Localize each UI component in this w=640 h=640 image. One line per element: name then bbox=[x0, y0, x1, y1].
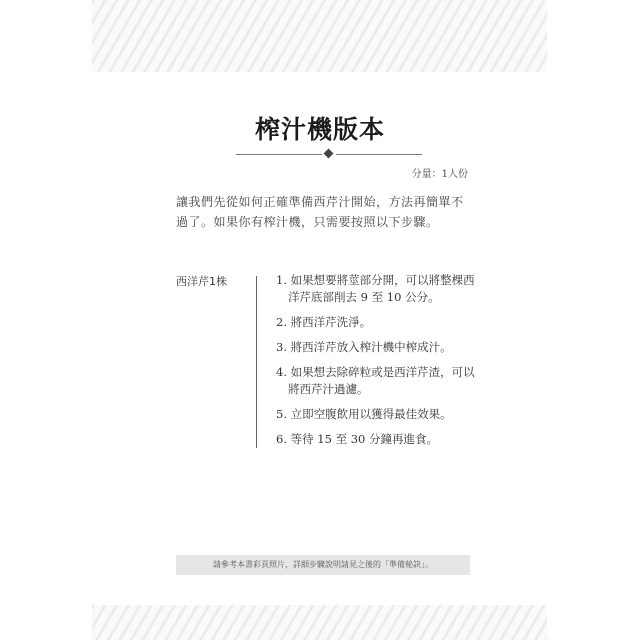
footer-note: 請參考本書彩頁照片，詳細步驟說明請見之後的「準備秘訣」。 bbox=[213, 560, 433, 569]
intro-paragraph: 讓我們先從如何正確準備西芹汁開始，方法再簡單不過了。如果你有榨汁機，只需要按照以下步驟。 bbox=[176, 195, 464, 229]
step-item: 6. 等待 15 至 30 分鐘再進食。 bbox=[276, 432, 439, 446]
step-item: 5. 立即空腹飲用以獲得最佳效果。 bbox=[276, 407, 452, 421]
step-item: 1. 如果想要將莖部分開，可以將整棵西洋芹底部削去 9 至 10 公分。 bbox=[276, 273, 475, 304]
title-divider bbox=[236, 148, 422, 160]
divider-line-right bbox=[336, 154, 422, 155]
serving-size: 分量：1人份 bbox=[411, 169, 468, 180]
steps-list bbox=[276, 272, 476, 456]
step-item: 2. 將西洋芹洗淨。 bbox=[276, 315, 372, 329]
divider-line-left bbox=[236, 154, 322, 155]
footer-note-bar bbox=[176, 555, 470, 575]
ingredient-label: 西洋芹1株 bbox=[176, 275, 227, 288]
page-title: 榨汁機版本 bbox=[254, 115, 385, 144]
bottom-stripe-decoration bbox=[92, 605, 547, 640]
steps-separator-line bbox=[256, 276, 257, 448]
top-stripe-decoration bbox=[92, 0, 547, 72]
step-item: 3. 將西洋芹放入榨汁機中榨成汁。 bbox=[276, 340, 452, 354]
diamond-ornament-icon bbox=[324, 149, 334, 159]
step-item: 4. 如果想去除碎粒或是西洋芹渣，可以將西芹汁過濾。 bbox=[276, 365, 475, 396]
